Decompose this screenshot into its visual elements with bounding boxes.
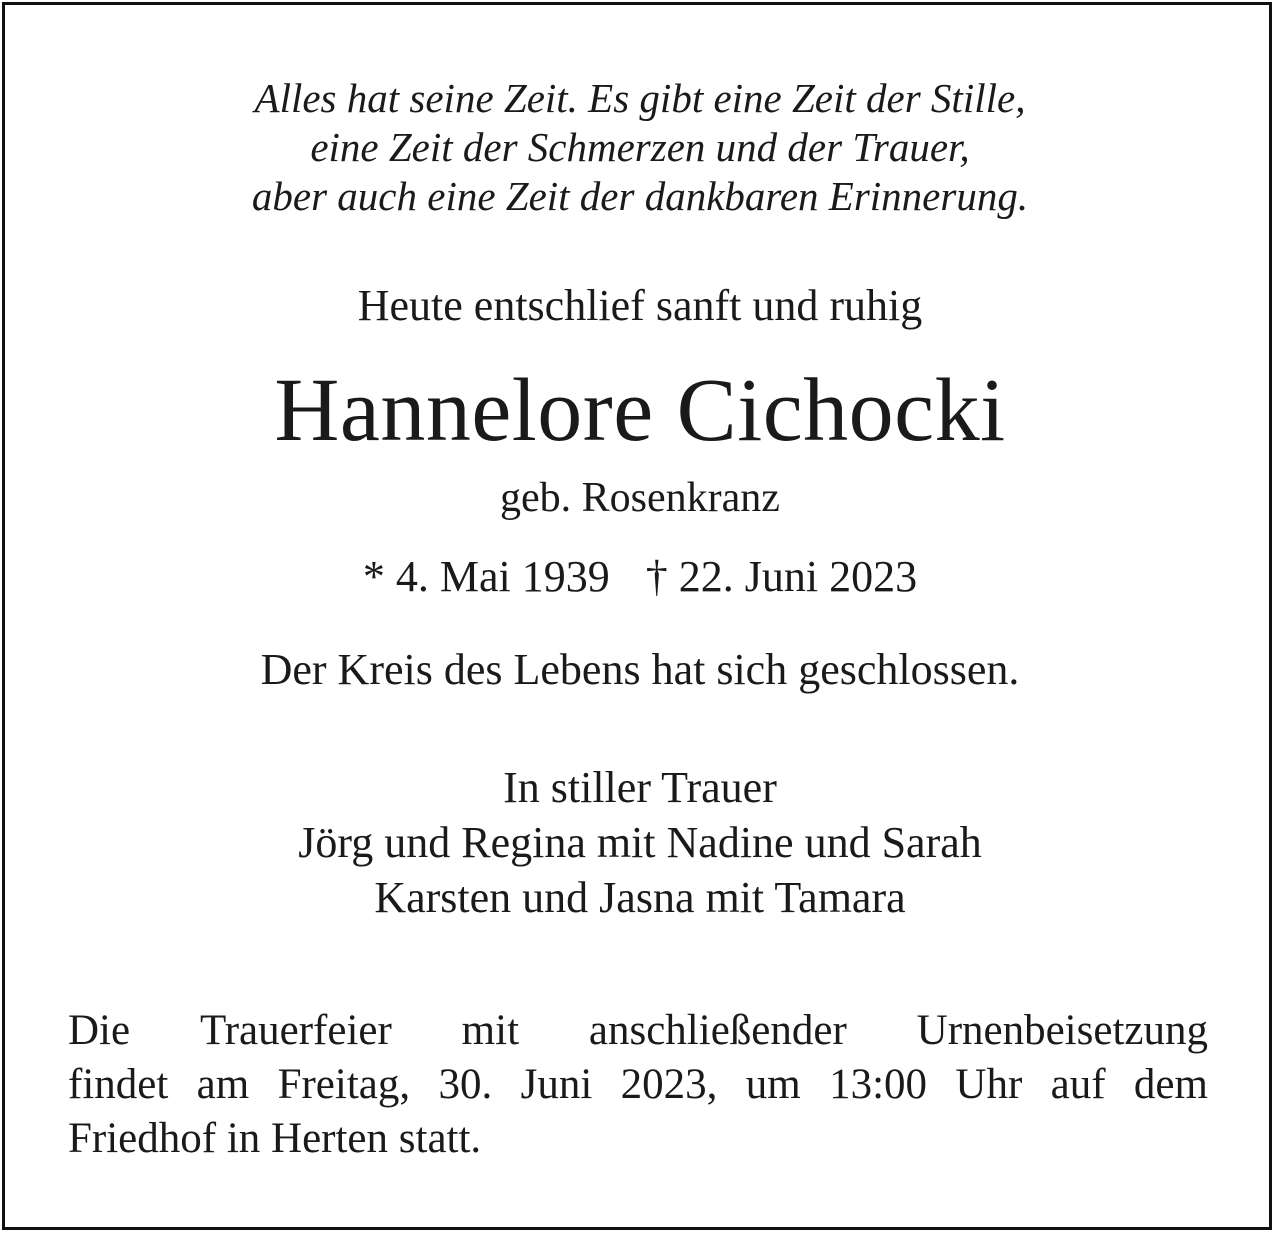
mourners-heading: In stiller Trauer	[503, 763, 777, 812]
notice-word: findet	[68, 1061, 169, 1108]
notice-word: um	[745, 1061, 801, 1108]
funeral-notice-line-1	[68, 1004, 1208, 1058]
notice-word: auf	[1050, 1061, 1106, 1108]
funeral-notice	[68, 1004, 1208, 1166]
motto-line-1: Alles hat seine Zeit. Es gibt eine Zeit der Stille,	[254, 75, 1026, 121]
deceased-name: Hannelore Cichocki	[274, 361, 1006, 460]
notice-word: 2023,	[620, 1061, 718, 1108]
notice-word: 30.	[438, 1061, 493, 1108]
notice-word: Urnenbeisetzung	[916, 1007, 1208, 1054]
notice-word: Freitag,	[277, 1061, 411, 1108]
funeral-notice-line-3: Friedhof in Herten statt.	[68, 1115, 482, 1162]
notice-word: Uhr	[955, 1061, 1023, 1108]
motto-line-3: aber auch eine Zeit der dankbaren Erinnerung.	[251, 173, 1029, 219]
birth-date: * 4. Mai 1939	[362, 552, 610, 601]
mourners-line-1: Jörg und Regina mit Nadine und Sarah	[298, 818, 982, 867]
notice-word: anschließender	[588, 1007, 847, 1054]
mourners-line-2: Karsten und Jasna mit Tamara	[374, 873, 906, 922]
notice-word: Trauerfeier	[199, 1007, 392, 1054]
notice-word: mit	[461, 1007, 520, 1054]
notice-word: am	[196, 1061, 250, 1108]
maiden-name: geb. Rosenkranz	[500, 475, 780, 521]
closing-sentence: Der Kreis des Lebens hat sich geschlossen.	[260, 645, 1020, 694]
notice-word: dem	[1133, 1061, 1208, 1108]
notice-word: Die	[68, 1007, 131, 1054]
notice-word: 13:00	[829, 1061, 928, 1108]
life-dates	[0, 552, 1280, 602]
funeral-notice-line-2	[68, 1058, 1208, 1112]
notice-word: Juni	[520, 1061, 593, 1108]
intro-text: Heute entschlief sanft und ruhig	[357, 281, 923, 330]
motto-line-2: eine Zeit der Schmerzen und der Trauer,	[310, 124, 970, 170]
death-date: † 22. Juni 2023	[645, 552, 918, 601]
